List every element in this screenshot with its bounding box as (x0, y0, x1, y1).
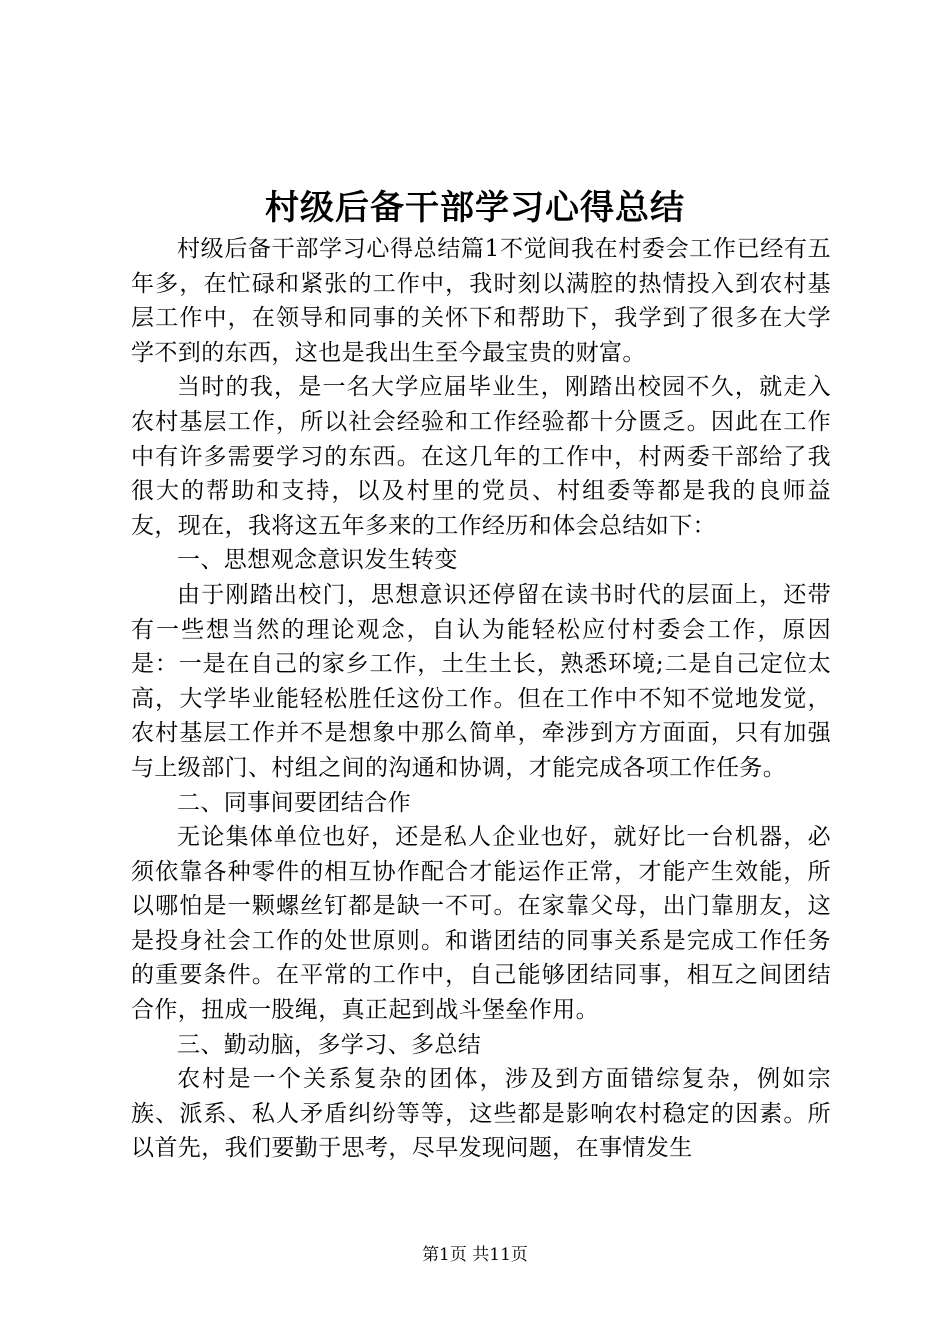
paragraph-intro: 村级后备干部学习心得总结篇1不觉间我在村委会工作已经有五年多，在忙碌和紧张的工作中，我时刻以满腔的热情投入到农村基层工作中，在领导和同事的关怀下和帮助下，我学到了很多在大学学不到的东西，这也是我出生至今最宝贵的财富。 (131, 236, 831, 366)
section-heading-1: 一、思想观念意识发生转变 (177, 547, 458, 574)
section-heading-2: 二、同事间要团结合作 (177, 789, 411, 816)
document-title: 村级后备干部学习心得总结 (265, 188, 685, 228)
paragraph-section-3: 农村是一个关系复杂的团体，涉及到方面错综复杂，例如宗族、派系、私人矛盾纠纷等等，这些都是影响农村稳定的因素。所以首先，我们要勤于思考，尽早发现问题，在事情发生 (131, 1066, 831, 1162)
page-footer: 第1页 共11页 (422, 1245, 528, 1265)
paragraph-section-2: 无论集体单位也好，还是私人企业也好，就好比一台机器，必须依靠各种零件的相互协作配合才能运作正常，才能产生效能，所以哪怕是一颗螺丝钉都是缺一不可。在家靠父母，出门靠朋友，这是投身社会工作的处世原则。和谐团结的同事关系是完成工作任务的重要条件。在平常的工作中，自己能够团结同事，相互之间团结合作，扭成一股绳，真正起到战斗堡垒作用。 (131, 824, 831, 1024)
section-heading-3: 三、勤动脑，多学习、多总结 (177, 1031, 482, 1058)
paragraph-background: 当时的我，是一名大学应届毕业生，刚踏出校园不久，就走入农村基层工作，所以社会经验和工作经验都十分匮乏。因此在工作中有许多需要学习的东西。在这几年的工作中，村两委干部给了我很大的帮助和支持，以及村里的党员、村组委等都是我的良师益友，现在，我将这五年多来的工作经历和体会总结如下： (131, 374, 831, 539)
document-body (131, 232, 831, 1166)
paragraph-section-1: 由于刚踏出校门，思想意识还停留在读书时代的层面上，还带有一些想当然的理论观念，自认为能轻松应付村委会工作，原因是：一是在自己的家乡工作，土生土长，熟悉环境;二是自己定位太高，大学毕业能轻松胜任这份工作。但在工作中不知不觉地发觉，农村基层工作并不是想象中那么简单，牵涉到方方面面，只有加强与上级部门、村组之间的沟通和协调，才能完成各项工作任务。 (131, 581, 831, 781)
